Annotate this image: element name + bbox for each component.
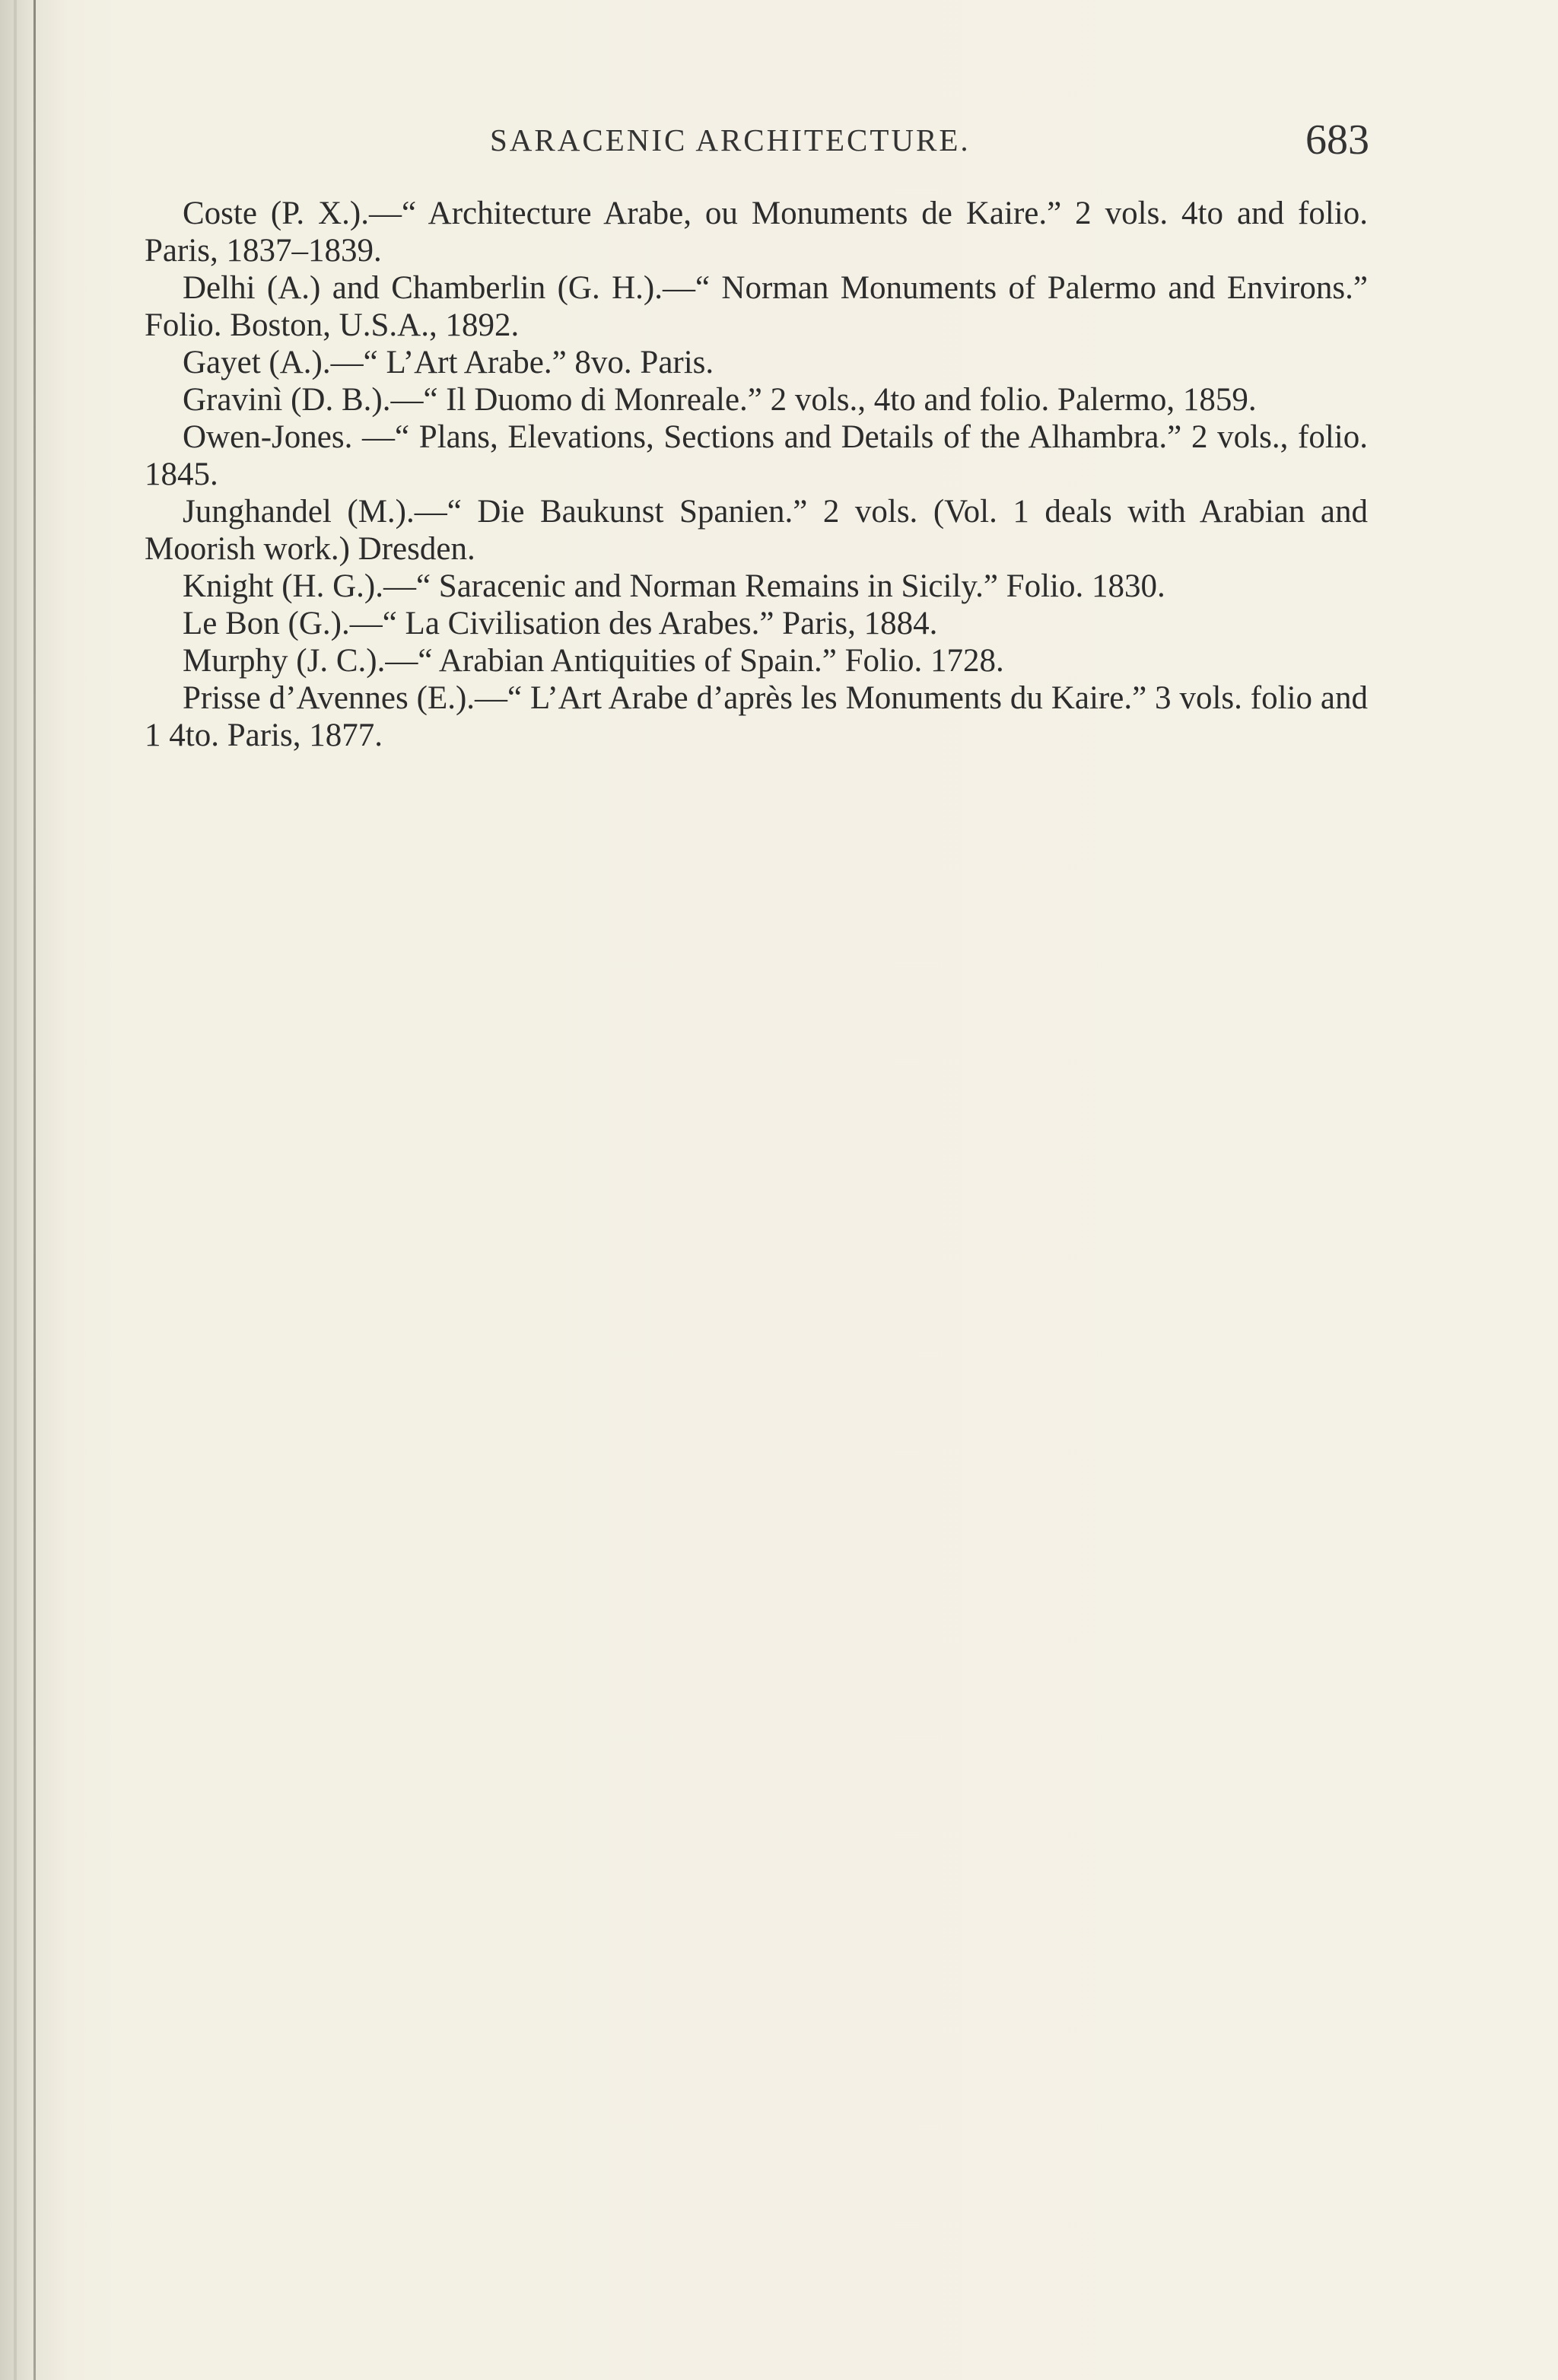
bibliography-entry: Delhi (A.) and Chamberlin (G. H.).—“ Norman Monuments of Palermo and Environs.” Folio. Boston, U.S.A., 1892. [145,270,1368,343]
bibliography-entry: Le Bon (G.).—“ La Civilisation des Arabes.” Paris, 1884. [183,606,938,641]
bibliography-list [145,195,1368,754]
bibliography-entry: Coste (P. X.).—“ Architecture Arabe, ou Monuments de Kaire.” 2 vols. 4to and folio. Paris, 1837–1839. [145,196,1368,269]
bibliography-entry: Junghandel (M.).—“ Die Baukunst Spanien.” 2 vols. (Vol. 1 deals with Arabian and Moorish work.) Dresden. [145,494,1368,567]
bibliography-entry: Knight (H. G.).—“ Saracenic and Norman Remains in Sicily.” Folio. 1830. [183,568,1165,604]
bibliography-entry: Gayet (A.).—“ L’Art Arabe.” 8vo. Paris. [183,345,714,380]
running-title: SARACENIC ARCHITECTURE. [490,123,971,158]
bibliography-entry: Gravinì (D. B.).—“ Il Duomo di Monreale.” 2 vols., 4to and folio. Palermo, 1859. [183,382,1257,418]
bibliography-entry: Murphy (J. C.).—“ Arabian Antiquities of Spain.” Folio. 1728. [183,643,1004,679]
page-header [143,116,1369,177]
bibliography-entry: Owen-Jones. —“ Plans, Elevations, Sections and Details of the Alhambra.” 2 vols., folio. 1845. [145,419,1368,492]
binding-shadow [14,0,17,2380]
page-number: 683 [1305,116,1369,164]
binding-edge [33,0,36,2380]
bibliography-entry: Prisse d’Avennes (E.).—“ L’Art Arabe d’après les Monuments du Kaire.” 3 vols. folio and 1 4to. Paris, 1877. [145,680,1368,753]
